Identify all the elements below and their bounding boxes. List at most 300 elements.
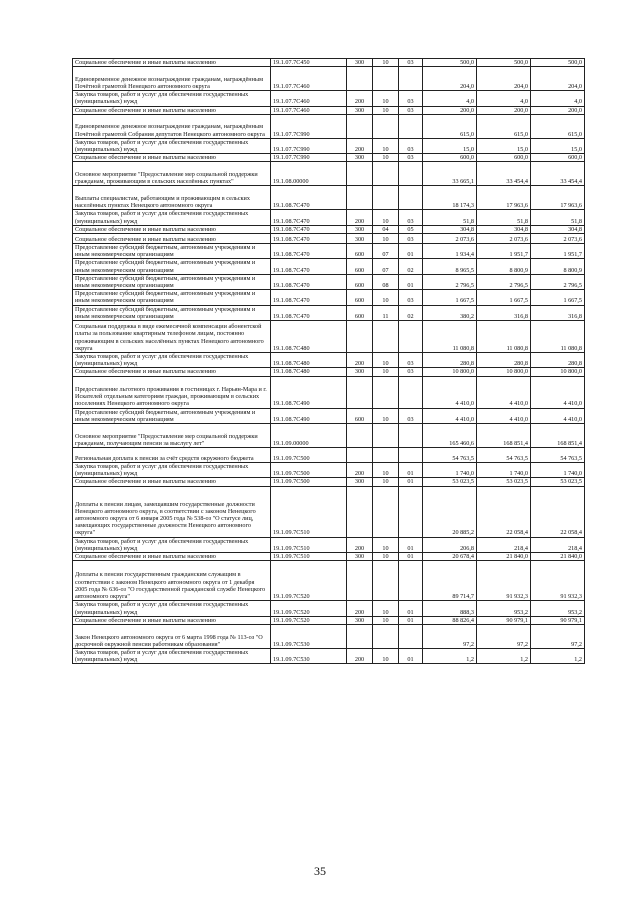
row-vr: 200 [347, 210, 373, 225]
table-row [73, 225, 585, 233]
row-value-2: 1 951,7 [477, 244, 531, 259]
row-name: Предоставление субсидий бюджетным, автономным учреждениям и иным некоммерческим организациям [73, 305, 271, 320]
row-pr: 03 [399, 154, 423, 162]
row-code: 19.1.09.7С510 [271, 486, 347, 537]
row-code: 19.1.09.7С500 [271, 478, 347, 486]
table-row [73, 561, 585, 601]
row-pr [399, 114, 423, 138]
row-value-3: 1 951,7 [531, 244, 585, 259]
table-row [73, 601, 585, 616]
row-value-2: 953,2 [477, 601, 531, 616]
table-row [73, 244, 585, 259]
row-value-3: 500,0 [531, 59, 585, 67]
row-pr [399, 321, 423, 353]
row-value-1: 2 796,5 [423, 274, 477, 289]
row-value-1: 10 800,0 [423, 368, 477, 376]
row-value-3: 10 800,0 [531, 368, 585, 376]
row-code: 19.1.08.7С480 [271, 321, 347, 353]
table-row [73, 368, 585, 376]
row-rz: 10 [373, 234, 399, 244]
row-name: Доплаты к пенсии лицам, замещавшим государственные должности Ненецкого автономного округа, в соответствии с законом Ненецкого автономного округа от 6 января 2005 года № 538-оз "О статусе лиц, замещающих государственные должности Ненецкого автономного округа" [73, 486, 271, 537]
row-vr: 600 [347, 259, 373, 274]
row-pr: 01 [399, 553, 423, 561]
row-value-2: 316,8 [477, 305, 531, 320]
row-vr: 200 [347, 463, 373, 478]
row-code: 19.1.07.7С460 [271, 91, 347, 106]
row-value-1: 4 410,0 [423, 408, 477, 423]
row-rz: 10 [373, 154, 399, 162]
row-pr: 03 [399, 408, 423, 423]
row-code: 19.1.08.7С470 [271, 234, 347, 244]
table-row [73, 234, 585, 244]
row-rz: 08 [373, 274, 399, 289]
row-vr [347, 486, 373, 537]
table-row [73, 290, 585, 305]
row-name: Закупка товаров, работ и услуг для обеспечения государственных (муниципальных) нужд [73, 138, 271, 153]
row-value-3: 51,8 [531, 210, 585, 225]
row-value-2: 91 932,3 [477, 561, 531, 601]
row-name: Единовременное денежное вознаграждение гражданам, награждённым Почётной грамотой Ненецкого автономного округа [73, 67, 271, 91]
row-value-2: 615,0 [477, 114, 531, 138]
row-value-2: 2 073,6 [477, 234, 531, 244]
row-name: Выплаты специалистам, работающим и проживающим в сельских населённых пунктах Ненецкого автономного округа [73, 186, 271, 210]
row-value-3: 316,8 [531, 305, 585, 320]
row-rz: 10 [373, 616, 399, 624]
row-value-1: 20 678,4 [423, 553, 477, 561]
table-row [73, 537, 585, 552]
row-rz: 11 [373, 305, 399, 320]
row-rz: 10 [373, 601, 399, 616]
row-value-3: 53 023,5 [531, 478, 585, 486]
row-vr [347, 424, 373, 448]
row-rz: 10 [373, 408, 399, 423]
row-value-1: 89 714,7 [423, 561, 477, 601]
row-pr [399, 561, 423, 601]
row-value-1: 4 410,0 [423, 376, 477, 408]
row-pr: 05 [399, 225, 423, 233]
row-value-2: 15,0 [477, 138, 531, 153]
row-vr: 600 [347, 408, 373, 423]
row-rz: 10 [373, 478, 399, 486]
row-code: 19.1.07.7С460 [271, 67, 347, 91]
row-value-3: 1,2 [531, 648, 585, 663]
row-value-1: 97,2 [423, 624, 477, 648]
row-code: 19.1.08.7С470 [271, 274, 347, 289]
row-name: Социальное обеспечение и иные выплаты населению [73, 154, 271, 162]
row-value-2: 218,4 [477, 537, 531, 552]
row-name: Предоставление субсидий бюджетным, автономным учреждениям и иным некоммерческим организациям [73, 408, 271, 423]
row-value-1: 18 174,3 [423, 186, 477, 210]
row-rz: 10 [373, 648, 399, 663]
row-vr: 600 [347, 244, 373, 259]
row-value-2: 53 023,5 [477, 478, 531, 486]
row-rz [373, 376, 399, 408]
row-pr: 01 [399, 478, 423, 486]
row-code: 19.1.07.7С990 [271, 114, 347, 138]
row-pr [399, 162, 423, 186]
row-pr: 02 [399, 259, 423, 274]
row-value-2: 90 979,1 [477, 616, 531, 624]
row-name: Основное мероприятие "Предоставление мер социальной поддержки гражданам, получающим пенсии за выслугу лет" [73, 424, 271, 448]
row-rz: 07 [373, 244, 399, 259]
row-name: Доплаты к пенсии государственным гражданским служащим в соответствии с законом Ненецкого автономного округа от 1 декабря 2005 года № 636-оз "О государственной гражданской службе Ненецкого автономного округа" [73, 561, 271, 601]
row-vr [347, 561, 373, 601]
row-code: 19.1.08.7С480 [271, 368, 347, 376]
row-value-3: 21 840,0 [531, 553, 585, 561]
row-value-3: 218,4 [531, 537, 585, 552]
row-pr: 03 [399, 368, 423, 376]
table-row [73, 463, 585, 478]
row-pr: 03 [399, 59, 423, 67]
table-row [73, 408, 585, 423]
row-value-1: 20 885,2 [423, 486, 477, 537]
row-pr: 01 [399, 274, 423, 289]
row-value-2: 4 410,0 [477, 408, 531, 423]
row-value-3: 2 073,6 [531, 234, 585, 244]
row-rz: 10 [373, 537, 399, 552]
row-vr: 200 [347, 91, 373, 106]
row-vr [347, 114, 373, 138]
row-value-3: 304,8 [531, 225, 585, 233]
row-code: 19.1.09.7С520 [271, 561, 347, 601]
row-vr: 200 [347, 648, 373, 663]
row-name: Закон Ненецкого автономного округа от 6 марта 1998 года № 113-оз "О досрочной окружной пенсии работникам образования" [73, 624, 271, 648]
row-value-2: 33 454,4 [477, 162, 531, 186]
row-vr: 200 [347, 353, 373, 368]
row-vr [347, 448, 373, 463]
row-value-2: 4 410,0 [477, 376, 531, 408]
row-value-1: 304,8 [423, 225, 477, 233]
row-pr [399, 624, 423, 648]
row-value-2: 600,0 [477, 154, 531, 162]
row-value-2: 8 800,9 [477, 259, 531, 274]
row-name: Социальное обеспечение и иные выплаты населению [73, 478, 271, 486]
row-code: 19.1.08.7С470 [271, 225, 347, 233]
row-pr [399, 186, 423, 210]
row-value-1: 88 826,4 [423, 616, 477, 624]
row-code: 19.1.09.7С520 [271, 616, 347, 624]
row-name: Социальное обеспечение и иные выплаты населению [73, 225, 271, 233]
row-pr [399, 376, 423, 408]
row-name: Закупка товаров, работ и услуг для обеспечения государственных (муниципальных) нужд [73, 537, 271, 552]
row-value-1: 11 080,8 [423, 321, 477, 353]
row-value-1: 165 460,6 [423, 424, 477, 448]
row-name: Предоставление субсидий бюджетным, автономным учреждениям и иным некоммерческим организациям [73, 259, 271, 274]
page-number: 35 [314, 864, 326, 878]
row-vr: 200 [347, 601, 373, 616]
row-value-3: 4 410,0 [531, 376, 585, 408]
row-value-1: 1 667,5 [423, 290, 477, 305]
table-row [73, 154, 585, 162]
row-name: Предоставление субсидий бюджетным, автономным учреждениям и иным некоммерческим организациям [73, 244, 271, 259]
row-rz [373, 186, 399, 210]
row-name: Предоставление субсидий бюджетным, автономным учреждениям и иным некоммерческим организациям [73, 290, 271, 305]
row-vr [347, 321, 373, 353]
table-row [73, 305, 585, 320]
row-code: 19.1.08.7С470 [271, 290, 347, 305]
row-value-2: 304,8 [477, 225, 531, 233]
row-vr: 300 [347, 225, 373, 233]
row-pr: 01 [399, 463, 423, 478]
row-code: 19.1.09.7С510 [271, 553, 347, 561]
table-row [73, 162, 585, 186]
row-code: 19.1.09.7С520 [271, 601, 347, 616]
table-body [73, 59, 585, 664]
row-name: Закупка товаров, работ и услуг для обеспечения государственных (муниципальных) нужд [73, 463, 271, 478]
row-value-3: 2 796,5 [531, 274, 585, 289]
row-rz [373, 67, 399, 91]
row-rz: 10 [373, 210, 399, 225]
row-rz: 10 [373, 59, 399, 67]
row-code: 19.1.08.7С490 [271, 408, 347, 423]
row-pr: 03 [399, 106, 423, 114]
row-pr: 03 [399, 234, 423, 244]
row-value-2: 1 667,5 [477, 290, 531, 305]
row-value-3: 11 080,8 [531, 321, 585, 353]
row-vr [347, 162, 373, 186]
table-row [73, 106, 585, 114]
row-pr [399, 448, 423, 463]
row-value-3: 600,0 [531, 154, 585, 162]
row-value-1: 15,0 [423, 138, 477, 153]
row-value-3: 953,2 [531, 601, 585, 616]
row-name: Социальное обеспечение и иные выплаты населению [73, 553, 271, 561]
row-value-1: 54 763,5 [423, 448, 477, 463]
row-value-3: 22 058,4 [531, 486, 585, 537]
row-value-2: 4,0 [477, 91, 531, 106]
row-value-2: 11 080,8 [477, 321, 531, 353]
row-rz: 07 [373, 259, 399, 274]
row-rz [373, 162, 399, 186]
row-rz [373, 486, 399, 537]
row-value-3: 615,0 [531, 114, 585, 138]
row-value-3: 4,0 [531, 91, 585, 106]
row-code: 19.1.07.7С990 [271, 154, 347, 162]
row-value-1: 888,3 [423, 601, 477, 616]
row-name: Социальная поддержка в виде ежемесячной компенсации абонентской платы за пользование квартирным телефоном лицам, постоянно проживающим в сельских населённых пунктах Ненецкого автономного округа [73, 321, 271, 353]
row-value-2: 51,8 [477, 210, 531, 225]
table-row [73, 274, 585, 289]
row-value-1: 1,2 [423, 648, 477, 663]
row-vr: 600 [347, 274, 373, 289]
row-pr: 01 [399, 616, 423, 624]
row-name: Социальное обеспечение и иные выплаты населению [73, 616, 271, 624]
row-value-2: 1,2 [477, 648, 531, 663]
row-rz: 10 [373, 290, 399, 305]
row-value-1: 8 965,5 [423, 259, 477, 274]
row-name: Единовременное денежное вознаграждение гражданам, награждённым Почётной грамотой Собрания депутатов Ненецкого автономного округа [73, 114, 271, 138]
row-pr: 03 [399, 210, 423, 225]
row-value-3: 4 410,0 [531, 408, 585, 423]
row-rz: 10 [373, 368, 399, 376]
row-code: 19.1.07.7С460 [271, 106, 347, 114]
row-value-1: 4,0 [423, 91, 477, 106]
row-value-2: 54 763,5 [477, 448, 531, 463]
row-code: 19.1.08.7С480 [271, 353, 347, 368]
row-rz: 10 [373, 463, 399, 478]
row-value-1: 500,0 [423, 59, 477, 67]
row-vr [347, 186, 373, 210]
row-value-3: 200,0 [531, 106, 585, 114]
row-pr: 01 [399, 244, 423, 259]
table-row [73, 114, 585, 138]
row-pr [399, 424, 423, 448]
row-code: 19.1.08.7С470 [271, 259, 347, 274]
row-value-1: 615,0 [423, 114, 477, 138]
row-name: Закупка товаров, работ и услуг для обеспечения государственных (муниципальных) нужд [73, 648, 271, 663]
row-code: 19.1.09.7С500 [271, 463, 347, 478]
row-value-2: 2 796,5 [477, 274, 531, 289]
row-value-3: 91 932,3 [531, 561, 585, 601]
row-value-3: 90 979,1 [531, 616, 585, 624]
row-value-1: 206,8 [423, 537, 477, 552]
row-pr: 01 [399, 537, 423, 552]
row-vr: 200 [347, 537, 373, 552]
table-row [73, 186, 585, 210]
row-value-2: 97,2 [477, 624, 531, 648]
row-pr: 01 [399, 648, 423, 663]
row-value-2: 22 058,4 [477, 486, 531, 537]
row-name: Закупка товаров, работ и услуг для обеспечения государственных (муниципальных) нужд [73, 601, 271, 616]
table-row [73, 376, 585, 408]
row-value-2: 200,0 [477, 106, 531, 114]
row-vr: 300 [347, 59, 373, 67]
row-name: Закупка товаров, работ и услуг для обеспечения государственных (муниципальных) нужд [73, 91, 271, 106]
table-row [73, 259, 585, 274]
row-vr [347, 67, 373, 91]
row-vr: 300 [347, 616, 373, 624]
table-row [73, 448, 585, 463]
table-row [73, 424, 585, 448]
row-value-3: 97,2 [531, 624, 585, 648]
row-value-3: 168 851,4 [531, 424, 585, 448]
row-rz: 10 [373, 106, 399, 114]
table-row [73, 486, 585, 537]
budget-table [72, 58, 585, 664]
row-value-2: 500,0 [477, 59, 531, 67]
row-name: Региональная доплата к пенсии за счёт средств окружного бюджета [73, 448, 271, 463]
table-row [73, 648, 585, 663]
table-row [73, 210, 585, 225]
row-rz: 10 [373, 91, 399, 106]
table-row [73, 67, 585, 91]
row-code: 19.1.07.7С990 [271, 138, 347, 153]
row-pr: 03 [399, 138, 423, 153]
row-vr: 300 [347, 368, 373, 376]
table-row [73, 616, 585, 624]
row-vr [347, 376, 373, 408]
row-pr: 01 [399, 601, 423, 616]
row-value-2: 17 963,6 [477, 186, 531, 210]
row-vr: 600 [347, 290, 373, 305]
row-rz: 10 [373, 553, 399, 561]
row-vr: 300 [347, 106, 373, 114]
row-name: Основное мероприятие "Предоставление мер социальной поддержки гражданам, проживающим в сельских населённых пунктах" [73, 162, 271, 186]
table-row [73, 59, 585, 67]
row-vr: 300 [347, 478, 373, 486]
row-value-3: 280,8 [531, 353, 585, 368]
row-value-3: 204,0 [531, 67, 585, 91]
row-value-1: 51,8 [423, 210, 477, 225]
row-code: 19.1.08.7С490 [271, 376, 347, 408]
row-value-3: 33 454,4 [531, 162, 585, 186]
row-value-1: 204,0 [423, 67, 477, 91]
row-value-1: 33 665,1 [423, 162, 477, 186]
row-value-1: 1 740,0 [423, 463, 477, 478]
row-value-1: 53 023,5 [423, 478, 477, 486]
row-code: 19.1.08.7С470 [271, 186, 347, 210]
row-value-3: 54 763,5 [531, 448, 585, 463]
row-rz: 10 [373, 353, 399, 368]
table-row [73, 353, 585, 368]
row-code: 19.1.08.00000 [271, 162, 347, 186]
row-rz [373, 321, 399, 353]
row-name: Предоставление субсидий бюджетным, автономным учреждениям и иным некоммерческим организациям [73, 274, 271, 289]
row-name: Предоставление льготного проживания в гостиницах г. Нарьян-Мара и г. Искателей отдельным категориям граждан, проживающим в сельских поселениях Ненецкого автономного округа [73, 376, 271, 408]
row-code: 19.1.08.7С470 [271, 305, 347, 320]
row-value-2: 10 800,0 [477, 368, 531, 376]
row-vr: 300 [347, 553, 373, 561]
budget-table-page [72, 58, 584, 664]
row-code: 19.1.09.7С510 [271, 537, 347, 552]
row-value-1: 2 073,6 [423, 234, 477, 244]
row-value-2: 21 840,0 [477, 553, 531, 561]
row-value-3: 15,0 [531, 138, 585, 153]
row-code: 19.1.08.7С470 [271, 210, 347, 225]
row-rz: 10 [373, 138, 399, 153]
table-row [73, 91, 585, 106]
row-vr: 600 [347, 305, 373, 320]
row-vr: 200 [347, 138, 373, 153]
row-value-2: 280,8 [477, 353, 531, 368]
row-value-1: 380,2 [423, 305, 477, 320]
row-name: Закупка товаров, работ и услуг для обеспечения государственных (муниципальных) нужд [73, 210, 271, 225]
row-rz: 04 [373, 225, 399, 233]
row-value-3: 8 800,9 [531, 259, 585, 274]
table-row [73, 624, 585, 648]
table-row [73, 478, 585, 486]
row-name: Закупка товаров, работ и услуг для обеспечения государственных (муниципальных) нужд [73, 353, 271, 368]
row-code: 19.1.07.7С450 [271, 59, 347, 67]
row-pr: 03 [399, 290, 423, 305]
row-name: Социальное обеспечение и иные выплаты населению [73, 59, 271, 67]
row-pr [399, 67, 423, 91]
row-pr: 02 [399, 305, 423, 320]
row-vr: 300 [347, 154, 373, 162]
row-code: 19.1.09.7С530 [271, 648, 347, 663]
row-vr [347, 624, 373, 648]
row-rz [373, 561, 399, 601]
row-value-3: 1 740,0 [531, 463, 585, 478]
row-value-1: 200,0 [423, 106, 477, 114]
row-code: 19.1.08.7С470 [271, 244, 347, 259]
row-code: 19.1.09.00000 [271, 424, 347, 448]
row-pr: 03 [399, 353, 423, 368]
row-value-3: 17 963,6 [531, 186, 585, 210]
row-code: 19.1.09.7С530 [271, 624, 347, 648]
table-row [73, 321, 585, 353]
row-value-2: 204,0 [477, 67, 531, 91]
row-name: Социальное обеспечение и иные выплаты населению [73, 234, 271, 244]
table-row [73, 138, 585, 153]
row-value-1: 600,0 [423, 154, 477, 162]
row-pr [399, 486, 423, 537]
row-name: Социальное обеспечение и иные выплаты населению [73, 368, 271, 376]
row-name: Социальное обеспечение и иные выплаты населению [73, 106, 271, 114]
row-pr: 03 [399, 91, 423, 106]
row-value-1: 1 934,4 [423, 244, 477, 259]
row-vr: 300 [347, 234, 373, 244]
